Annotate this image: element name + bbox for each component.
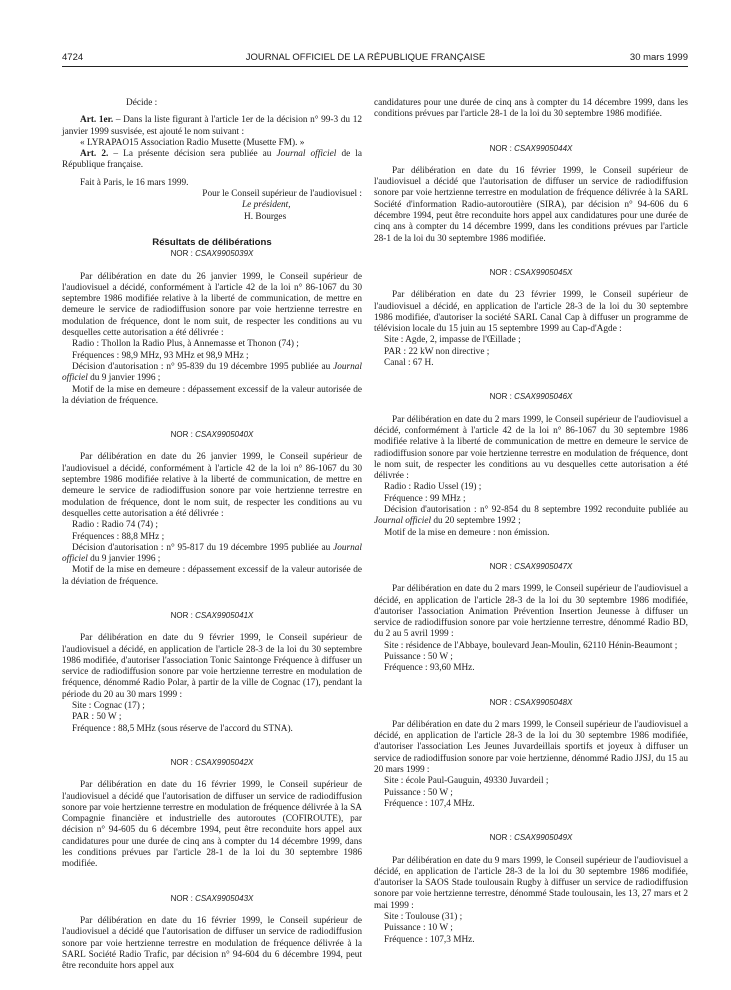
detail-motif: Motif de la mise en demeure : dépassement excessif de la valeur autorisée de la déviation de fréquence. bbox=[62, 565, 362, 587]
detail-site: Site : Toulouse (31) ; bbox=[384, 912, 463, 923]
detail-site: Site : résidence de l'Abbaye, boulevard Jean-Moulin, 62110 Hénin-Beaumont ; bbox=[384, 640, 678, 651]
article-1 bbox=[62, 115, 362, 138]
detail-frequency: Fréquences : 88,8 MHz ; bbox=[72, 531, 165, 542]
nor-label: NOR : bbox=[170, 430, 193, 440]
nor-label: NOR : bbox=[489, 833, 512, 843]
decision-date: du 9 janvier 1996 ; bbox=[90, 373, 161, 384]
article-2 bbox=[62, 149, 362, 172]
nor-label: NOR : bbox=[489, 697, 512, 707]
decision-text: Décision d'autorisation : n° 95-839 du 19 décembre 1995 publiée au bbox=[72, 361, 331, 372]
detail-site: Site : Cognac (17) ; bbox=[72, 701, 145, 712]
nor-ref bbox=[374, 143, 688, 154]
art2-text-b: de la République française. bbox=[62, 149, 363, 171]
deliberation-text: Par délibération en date du 16 février 1999, le Conseil supérieur de l'audiovisuel a décidé que l'autorisation de diffuser un service de radiodiffusion sonore par voie hertzienne terrestre en modulation de fréquence délivrée à la SARL Société d'information Radio-autoroutière (SIRA), par décision n° 94-606 du 6 décembre 1994, peut être reconduite hors appel aux candidatures pour une durée de cinq ans à compter du 14 décembre 1999, dans les conditions prévues par l'article 28-1 de la loi du 30 septembre 1986 modifiée. bbox=[374, 165, 688, 244]
left-column bbox=[62, 98, 362, 972]
detail-frequency: Fréquence : 107,4 MHz. bbox=[384, 798, 475, 809]
decision-text: Décision d'autorisation : n° 92-854 du 8 septembre 1992 reconduite publiée au bbox=[384, 505, 688, 516]
detail-par: PAR : 22 kW non directive ; bbox=[384, 346, 490, 357]
deliberation-text: Par délibération en date du 26 janvier 1999, le Conseil supérieur de l'audiovisuel a décidé, conformément à l'article 42 de la loi n° 86-1067 du 30 septembre 1986 modifiée relative à la liberté de communication, de mettre en demeure le service de radiodiffusion sonore par voie hertzienne terrestre en modulation de fréquence, dont le nom suit, de respecter les conditions au vu desquelles cette autorisation a été délivrée : bbox=[62, 452, 362, 519]
detail-site: Site : école Paul-Gauguin, 49330 Juvardeil ; bbox=[384, 776, 549, 787]
deliberation-text: Par délibération en date du 2 mars 1999, le Conseil supérieur de l'audiovisuel a décidé, en application de l'article 28-3 de la loi du 30 septembre 1986 modifiée, d'autoriser l'association Animation Prévention Insertion Jeunesse à diffuser un service de radiodiffusion sonore par voie hertzienne terrestre, dénommé Radio BD, du 2 au 5 avril 1999 : bbox=[374, 584, 688, 640]
journal-title: JOURNAL OFFICIEL DE LA RÉPUBLIQUE FRANÇAISE bbox=[245, 52, 486, 63]
detail-motif: Motif de la mise en demeure : non émission. bbox=[384, 527, 550, 538]
decision-date: du 20 septembre 1992 ; bbox=[433, 516, 521, 527]
nor-code: CSAX9905040X bbox=[195, 430, 254, 440]
deliberation-text: Par délibération en date du 9 mars 1999, le Conseil supérieur de l'audiovisuel a décidé, en application de l'article 28-3 de la loi du 30 septembre 1986 modifiée, d'autoriser la SAOS Stade toulousain Rugby à diffuser un service de radiodiffusion sonore par voie hertzienne terrestre, dénommé Stade toulousain, les 13, 27 mars et 2 mai 1999 : bbox=[374, 855, 688, 911]
nor-ref bbox=[62, 893, 362, 904]
detail-power: Puissance : 50 W ; bbox=[384, 787, 453, 798]
nor-ref bbox=[374, 561, 688, 572]
header-rule bbox=[62, 66, 688, 67]
signature-name: H. Bourges bbox=[244, 211, 287, 222]
deliberation-text: Par délibération en date du 16 février 1999, le Conseil supérieur de l'audiovisuel a décidé que l'autorisation de diffuser un service de radiodiffusion sonore par voie hertzienne terrestre en modulation de fréquence délivrée à la SARL Société Radio Trafic, par décision n° 94-604 du 6 décembre 1994, peut être reconduite hors appel aux bbox=[62, 915, 362, 972]
nor-code: CSAX9905045X bbox=[514, 267, 573, 277]
nor-ref bbox=[374, 267, 688, 278]
detail-frequency: Fréquence : 107,3 MHz. bbox=[384, 934, 475, 945]
nor-label: NOR : bbox=[170, 610, 193, 620]
detail-power: Puissance : 50 W ; bbox=[384, 651, 453, 662]
nor-label: NOR : bbox=[489, 392, 512, 402]
deliberation-text-continued: candidatures pour une durée de cinq ans à compter du 14 décembre 1999, dans les conditions prévues par l'article 28-1 de la loi du 30 septembre 1986 modifiée. bbox=[374, 98, 688, 120]
detail-frequency: Fréquence : 88,5 MHz (sous réserve de l'accord du STNA). bbox=[72, 723, 293, 734]
nor-label: NOR : bbox=[489, 143, 512, 153]
page-number: 4724 bbox=[62, 52, 84, 63]
detail-radio: Radio : Radio Ussel (19) ; bbox=[384, 482, 482, 493]
deliberation-text: Par délibération en date du 23 février 1999, le Conseil supérieur de l'audiovisuel a décidé, en application de l'article 28-3 de la loi du 30 septembre 1986 modifiée, d'autoriser la société SARL Canal Cap à diffuser un programme de télévision locale du 15 juin au 15 septembre 1999 au Cap-d'Agde : bbox=[374, 290, 688, 335]
detail-frequency: Fréquences : 98,9 MHz, 93 MHz et 98,9 MHz ; bbox=[72, 350, 249, 361]
nor-code: CSAX9905049X bbox=[514, 833, 573, 843]
nor-code: CSAX9905044X bbox=[514, 143, 573, 153]
decision-text: Décision d'autorisation : n° 95-817 du 19 décembre 1995 publiée au bbox=[72, 542, 331, 553]
art2-text-a: – La présente décision sera publiée au bbox=[113, 149, 272, 160]
fait-a-paris: Fait à Paris, le 16 mars 1999. bbox=[80, 177, 189, 188]
deliberation-text: Par délibération en date du 9 février 1999, le Conseil supérieur de l'audiovisuel a décidé, en application de l'article 28-3 de la loi du 30 septembre 1986 modifiée, d'autoriser l'association Tonic Saintonge Fréquence à diffuser un service de radiodiffusion sonore par voie hertzienne terrestre en modulation de fréquence, dénommé Radio Polar, à partir de la ville de Cognac (17), pendant la période du 20 au 30 mars 1999 : bbox=[62, 633, 362, 700]
nor-code: CSAX9905042X bbox=[195, 757, 254, 767]
nor-ref bbox=[374, 391, 688, 402]
nor-ref bbox=[62, 757, 362, 768]
nor-code: CSAX9905041X bbox=[195, 610, 254, 620]
president-label: Le président, bbox=[242, 200, 291, 211]
art2-label: Art. 2. bbox=[80, 149, 109, 160]
nor-code: CSAX9905048X bbox=[514, 697, 573, 707]
deliberation-text: Par délibération en date du 26 janvier 1999, le Conseil supérieur de l'audiovisuel a décidé, conformément à l'article 42 de la loi n° 86-1067 du 30 septembre 1986 modifiée relative à la liberté de communication, de mettre en demeure le service de radiodiffusion sonore par voie hertzienne terrestre en modulation de fréquence, dont le nom suit, de respecter les conditions au vu desquelles cette autorisation a été délivrée : bbox=[62, 271, 362, 339]
nor-ref bbox=[374, 832, 688, 843]
art2-journal: Journal officiel bbox=[276, 149, 337, 160]
nor-label: NOR : bbox=[170, 757, 193, 767]
nor-code: CSAX9905046X bbox=[514, 392, 573, 402]
nor-label: NOR : bbox=[170, 249, 193, 259]
decide-label: Décide : bbox=[126, 98, 158, 108]
nor-ref bbox=[374, 697, 688, 708]
decision-date: du 9 janvier 1996 ; bbox=[90, 554, 161, 565]
nor-ref bbox=[62, 429, 362, 440]
signature-title bbox=[62, 200, 362, 211]
decision-journal: Journal officiel bbox=[62, 361, 362, 384]
detail-par: PAR : 50 W ; bbox=[72, 712, 122, 723]
detail-decision bbox=[62, 362, 362, 385]
nor-code: CSAX9905043X bbox=[195, 893, 254, 903]
detail-power: Puissance : 10 W ; bbox=[384, 923, 453, 934]
detail-radio: Radio : Thollon la Radio Plus, à Annemasse et Thonon (74) ; bbox=[72, 339, 299, 350]
signature-pour: Pour le Conseil supérieur de l'audiovisuel : bbox=[202, 189, 362, 200]
detail-canal: Canal : 67 H. bbox=[384, 358, 434, 369]
deliberation-text: Par délibération en date du 2 mars 1999, le Conseil supérieur de l'audiovisuel a décidé, conformément à l'article 42 de la loi n° 86-1067 du 30 septembre 1986 modifiée relative à la liberté de communication de mettre en demeure le service de radiodiffusion sonore par voie hertzienne terrestre en modulation de fréquence, dont le nom suit, de respecter les conditions au vu desquelles cette autorisation a été délivrée : bbox=[374, 414, 688, 482]
detail-decision bbox=[374, 505, 688, 528]
nor-code: CSAX9905039X bbox=[195, 249, 254, 259]
decision-journal: Journal officiel bbox=[374, 516, 432, 527]
art1-quote: « LYRAPAO15 Association Radio Musette (Musette FM). » bbox=[80, 137, 305, 148]
detail-frequency: Fréquence : 99 MHz ; bbox=[384, 493, 466, 504]
deliberation-text: Par délibération en date du 16 février 1999, le Conseil supérieur de l'audiovisuel a décidé que l'autorisation de diffuser un service de radiodiffusion sonore par voie hertzienne terrestre en modulation de fréquence délivrée à la SA Compagnie financière et industrielle des autoroutes (COFIROUTE), par décision n° 94-605 du 6 décembre 1994, peut être reconduite hors appel aux candidatures pour une durée de cinq ans à compter du 14 décembre 1999, dans les conditions prévues par l'article 28-1 de la loi du 30 septembre 1986 modifiée. bbox=[62, 780, 362, 870]
detail-motif: Motif de la mise en demeure : dépassement excessif de la valeur autorisée de la déviation de fréquence. bbox=[62, 384, 362, 406]
deliberation-text: Par délibération en date du 2 mars 1999, le Conseil supérieur de l'audiovisuel a décidé, en application de l'article 28-3 de la loi du 30 septembre 1986 modifiée, d'autoriser l'association Les Jeunes Juvardeillais sportifs et joyeux à diffuser un service de radiodiffusion sonore par voie hertzienne, dénommé Radio JJSJ, du 15 au 20 mars 1999 : bbox=[374, 719, 688, 776]
nor-ref bbox=[62, 248, 362, 259]
decision-journal: Journal officiel bbox=[62, 542, 362, 565]
nor-label: NOR : bbox=[489, 561, 512, 571]
nor-ref bbox=[62, 610, 362, 621]
art1-text: – Dans la liste figurant à l'article 1er de la décision n° 99-3 du 12 janvier 1999 susvisée, est ajouté le nom suivant : bbox=[62, 115, 363, 137]
detail-decision bbox=[62, 543, 362, 566]
detail-radio: Radio : Radio 74 (74) ; bbox=[72, 520, 158, 531]
nor-code: CSAX9905047X bbox=[514, 561, 573, 571]
nor-label: NOR : bbox=[489, 267, 512, 277]
detail-site: Site : Agde, 2, impasse de l'Œillade ; bbox=[384, 335, 521, 346]
art1-label: Art. 1er. bbox=[80, 115, 114, 126]
issue-date: 30 mars 1999 bbox=[629, 52, 688, 63]
section-title: Résultats de délibérations bbox=[152, 236, 272, 248]
right-column bbox=[374, 98, 688, 946]
detail-frequency: Fréquence : 93,60 MHz. bbox=[384, 663, 475, 674]
nor-label: NOR : bbox=[170, 893, 193, 903]
